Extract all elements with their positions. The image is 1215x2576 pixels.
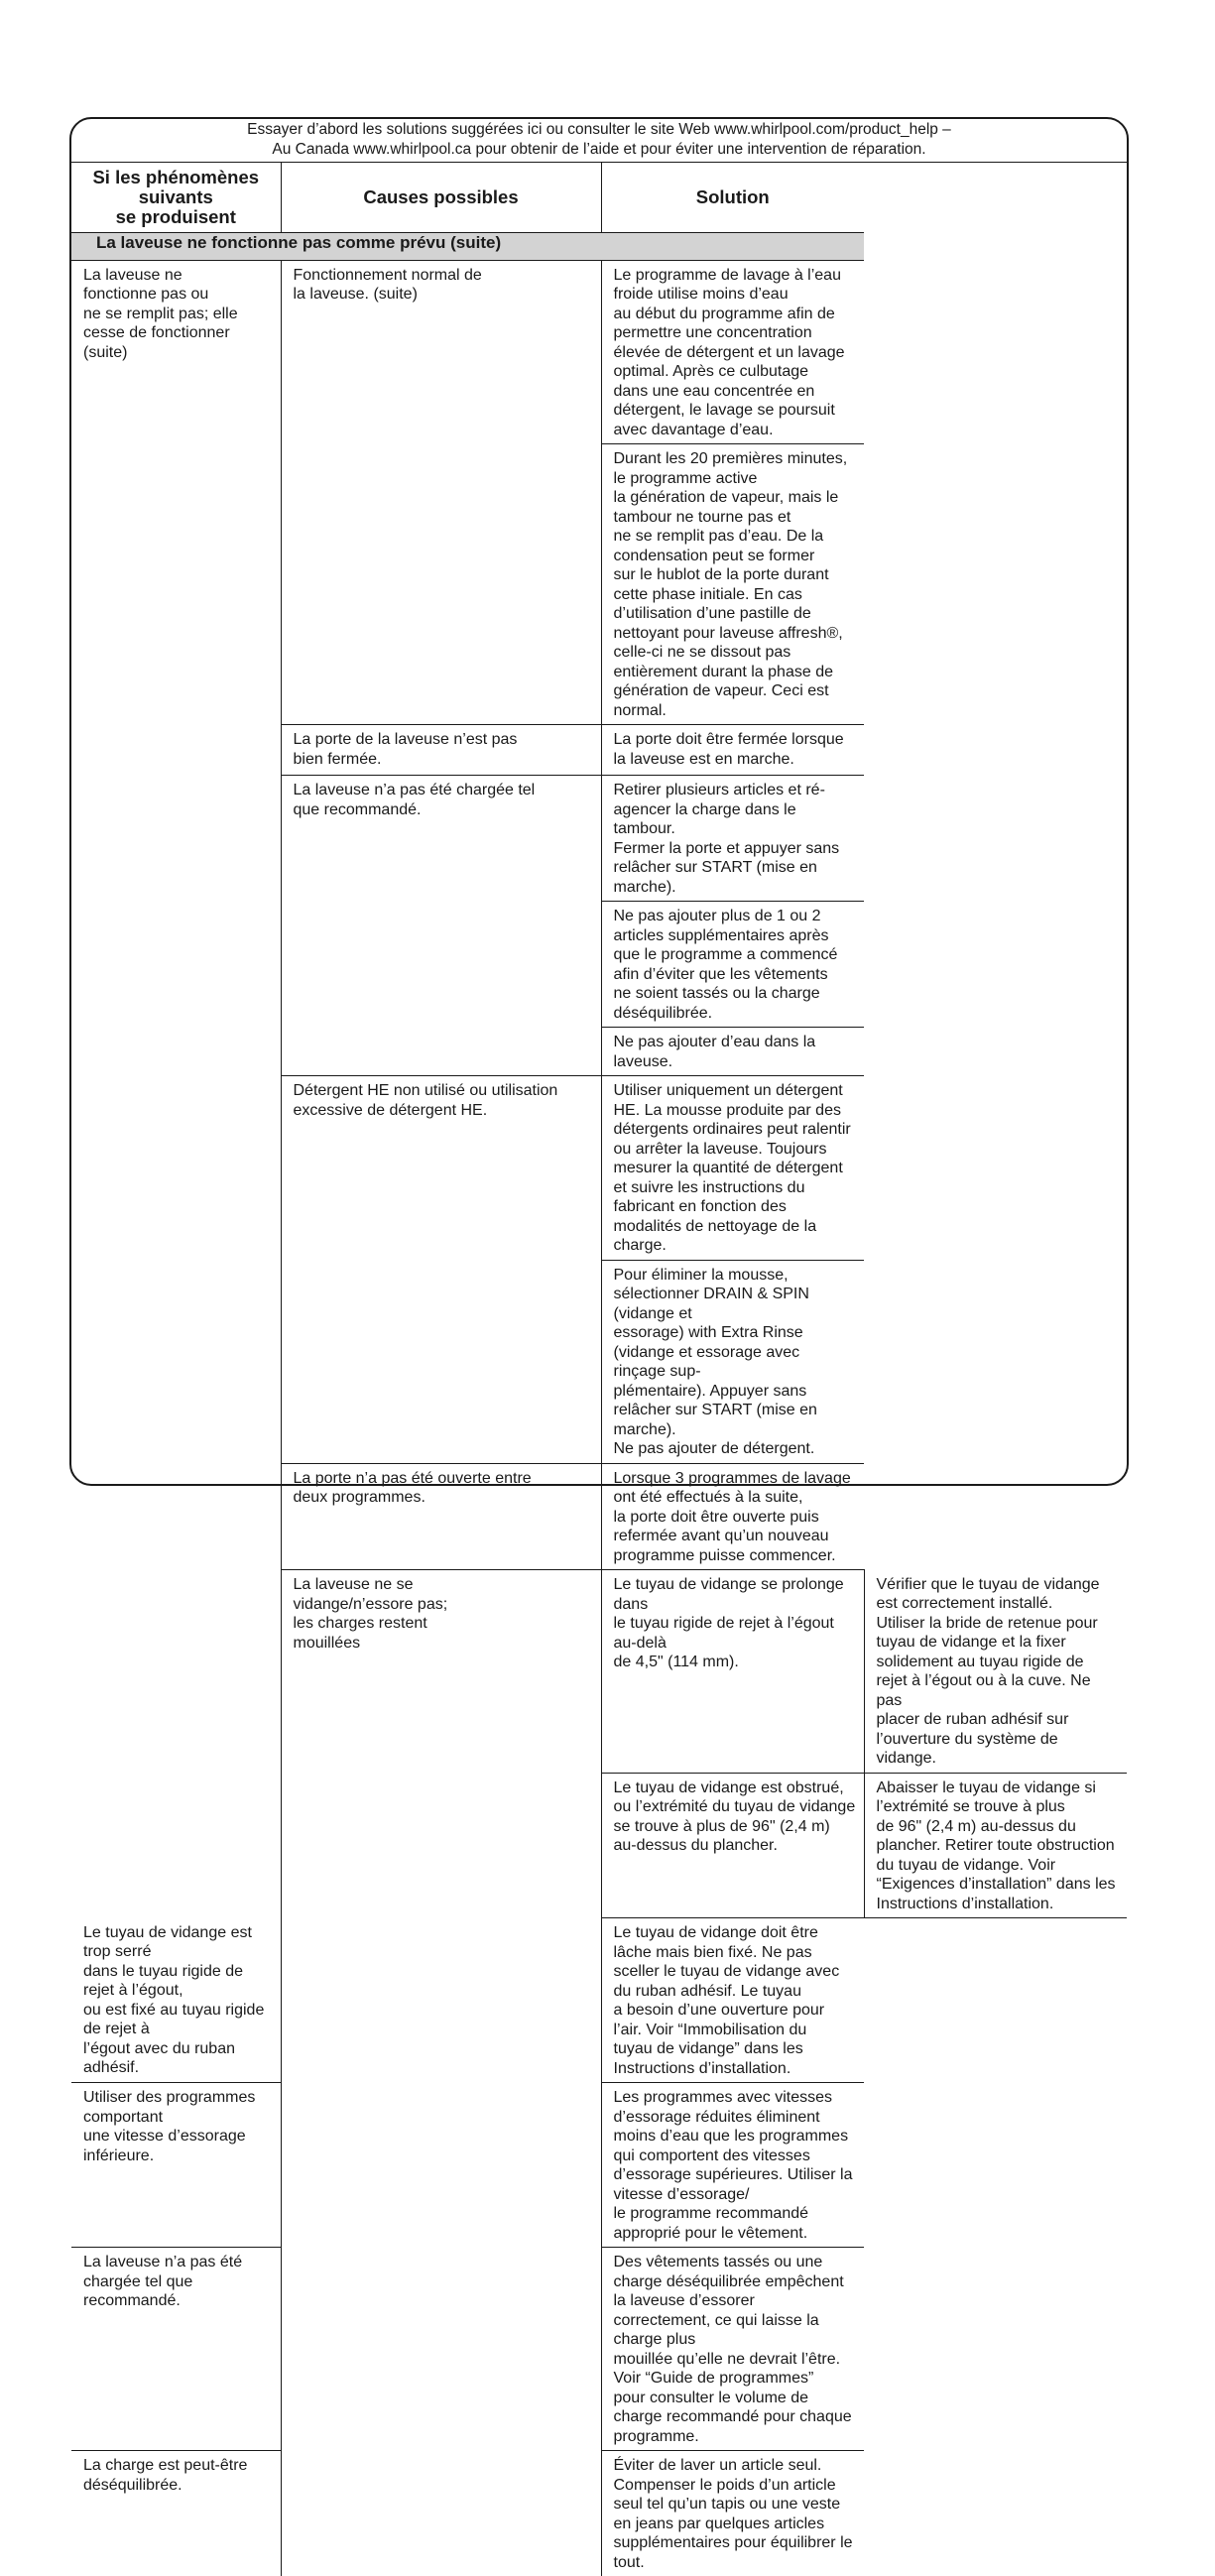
header-solution: Solution (601, 163, 864, 232)
table-row (71, 260, 1127, 444)
cause-cell: Détergent HE non utilisé ou utilisation excessive de détergent HE. (281, 1076, 601, 1464)
solution-cell: Éviter de laver un article seul. Compenser le poids d’un article seul tel qu’un tapis ou une veste en jeans par quelques articles supplémentaires pour équilibrer le tout. (601, 2451, 864, 2576)
cause-cell: La laveuse n’a pas été chargée tel que recommandé. (71, 2248, 281, 2451)
cause-cell: Le tuyau de vidange se prolonge dans le tuyau rigide de rejet à l’égout au-delà de 4,5" (114 mm). (601, 1570, 864, 1774)
cause-cell: La porte de la laveuse n’est pas bien fermée. (281, 725, 601, 776)
cause-cell: Le tuyau de vidange est obstrué, ou l’extrémité du tuyau de vidange se trouve à plus de 96" (2,4 m) au-dessus du plancher. (601, 1773, 864, 1918)
cause-cell: Fonctionnement normal de la laveuse. (suite) (281, 260, 601, 725)
solution-cell: Utiliser uniquement un détergent HE. La mousse produite par des détergents ordinaires peut ralentir ou arrêter la laveuse. Toujours mesurer la quantité de détergent et suivre les instructions du fabricant en fonction des modalités de nettoyage de la charge. (601, 1076, 864, 1261)
cause-cell: La porte n’a pas été ouverte entre deux programmes. (281, 1463, 601, 1570)
solution-cell: Durant les 20 premières minutes, le programme active la génération de vapeur, mais le tambour ne tourne pas et ne se remplit pas d’eau. De la condensation peut se former sur le hublot de la porte durant cette phase initiale. En cas d’utilisation d’une pastille de nettoyant pour laveuse affresh®, celle-ci ne se dissout pas entièrement durant la phase de génération de vapeur. Ceci est normal. (601, 444, 864, 725)
solution-cell: Ne pas ajouter plus de 1 ou 2 articles supplémentaires après que le programme a commencé afin d’éviter que les vêtements ne soient tassés ou la charge déséquilibrée. (601, 902, 864, 1028)
intro-line-2: Au Canada www.whirlpool.ca pour obtenir de l’aide et pour éviter une intervention de réparation. (71, 140, 1127, 160)
cause-cell: La laveuse n’a pas été chargée tel que recommandé. (281, 776, 601, 1076)
solution-cell: Vérifier que le tuyau de vidange est correctement installé. Utiliser la bride de retenue pour tuyau de vidange et la fixer solidement au tuyau rigide de rejet à l’égout ou à la cuve. Ne pas placer de ruban adhésif sur l’ouverture du système de vidange. (864, 1570, 1127, 1774)
solution-cell: Pour éliminer la mousse, sélectionner DRAIN & SPIN (vidange et essorage) with Extra Rinse (vidange et essorage avec rinçage sup- plémentaire). Appuyer sans relâcher sur START (mise en marche). Ne pas ajouter de détergent. (601, 1260, 864, 1463)
section-band (71, 232, 1127, 260)
troubleshooting-table (71, 163, 1127, 2576)
solution-cell: Le programme de lavage à l’eau froide utilise moins d’eau au début du programme afin de permettre une concentration élevée de détergent et un lavage optimal. Après ce culbutage dans une eau concentrée en détergent, le lavage se poursuit avec davantage d’eau. (601, 260, 864, 444)
solution-cell: Des vêtements tassés ou une charge déséquilibrée empêchent la laveuse d’essorer correctement, ce qui laisse la charge plus mouillée qu’elle ne devrait l’être. Voir “Guide de programmes” pour consulter le volume de charge recommandé pour chaque programme. (601, 2248, 864, 2451)
cause-cell: La charge est peut-être déséquilibrée. (71, 2451, 281, 2576)
solution-cell: Les programmes avec vitesses d’essorage réduites éliminent moins d’eau que les programmes qui comportent des vitesses d’essorage supérieures. Utiliser la vitesse d’essorage/ le programme recommandé approprié pour le vêtement. (601, 2083, 864, 2248)
solution-cell: Ne pas ajouter d’eau dans la laveuse. (601, 1028, 864, 1076)
intro-line-1: Essayer d’abord les solutions suggérées ici ou consulter le site Web www.whirlpool.com/product_help – (71, 120, 1127, 140)
solution-cell: La porte doit être fermée lorsque la laveuse est en marche. (601, 725, 864, 776)
cause-cell: Le tuyau de vidange est trop serré dans le tuyau rigide de rejet à l’égout, ou est fixé au tuyau rigide de rejet à l’égout avec du ruban adhésif. (71, 1918, 281, 2083)
solution-cell: Abaisser le tuyau de vidange si l’extrémité se trouve à plus de 96" (2,4 m) au-dessus du plancher. Retirer toute obstruction du tuyau de vidange. Voir “Exigences d’installation” dans les Instructions d’installation. (864, 1773, 1127, 1918)
solution-cell: Lorsque 3 programmes de lavage ont été effectués à la suite, la porte doit être ouverte puis refermée avant qu’un nouveau programme puisse commencer. (601, 1463, 864, 1570)
section-title: La laveuse ne fonctionne pas comme prévu (suite) (71, 232, 864, 260)
solution-cell: Le tuyau de vidange doit être lâche mais bien fixé. Ne pas sceller le tuyau de vidange avec du ruban adhésif. Le tuyau a besoin d’une ouverture pour l’air. Voir “Immobilisation du tuyau de vidange” dans les Instructions d’installation. (601, 1918, 864, 2083)
symptom-cell: La laveuse ne se vidange/n’essore pas; les charges restent mouillées (281, 1570, 601, 2576)
troubleshooting-table-frame (69, 117, 1129, 1486)
header-symptoms: Si les phénomènes suivants se produisent (71, 163, 281, 232)
header-causes: Causes possibles (281, 163, 601, 232)
solution-cell: Retirer plusieurs articles et ré-agencer la charge dans le tambour. Fermer la porte et appuyer sans relâcher sur START (mise en marche). (601, 776, 864, 902)
table-header-row (71, 163, 1127, 232)
cause-cell: Utiliser des programmes comportant une vitesse d’essorage inférieure. (71, 2083, 281, 2248)
symptom-cell: La laveuse ne fonctionne pas ou ne se remplit pas; elle cesse de fonctionner (suite) (71, 260, 281, 1918)
intro-note (71, 119, 1127, 163)
